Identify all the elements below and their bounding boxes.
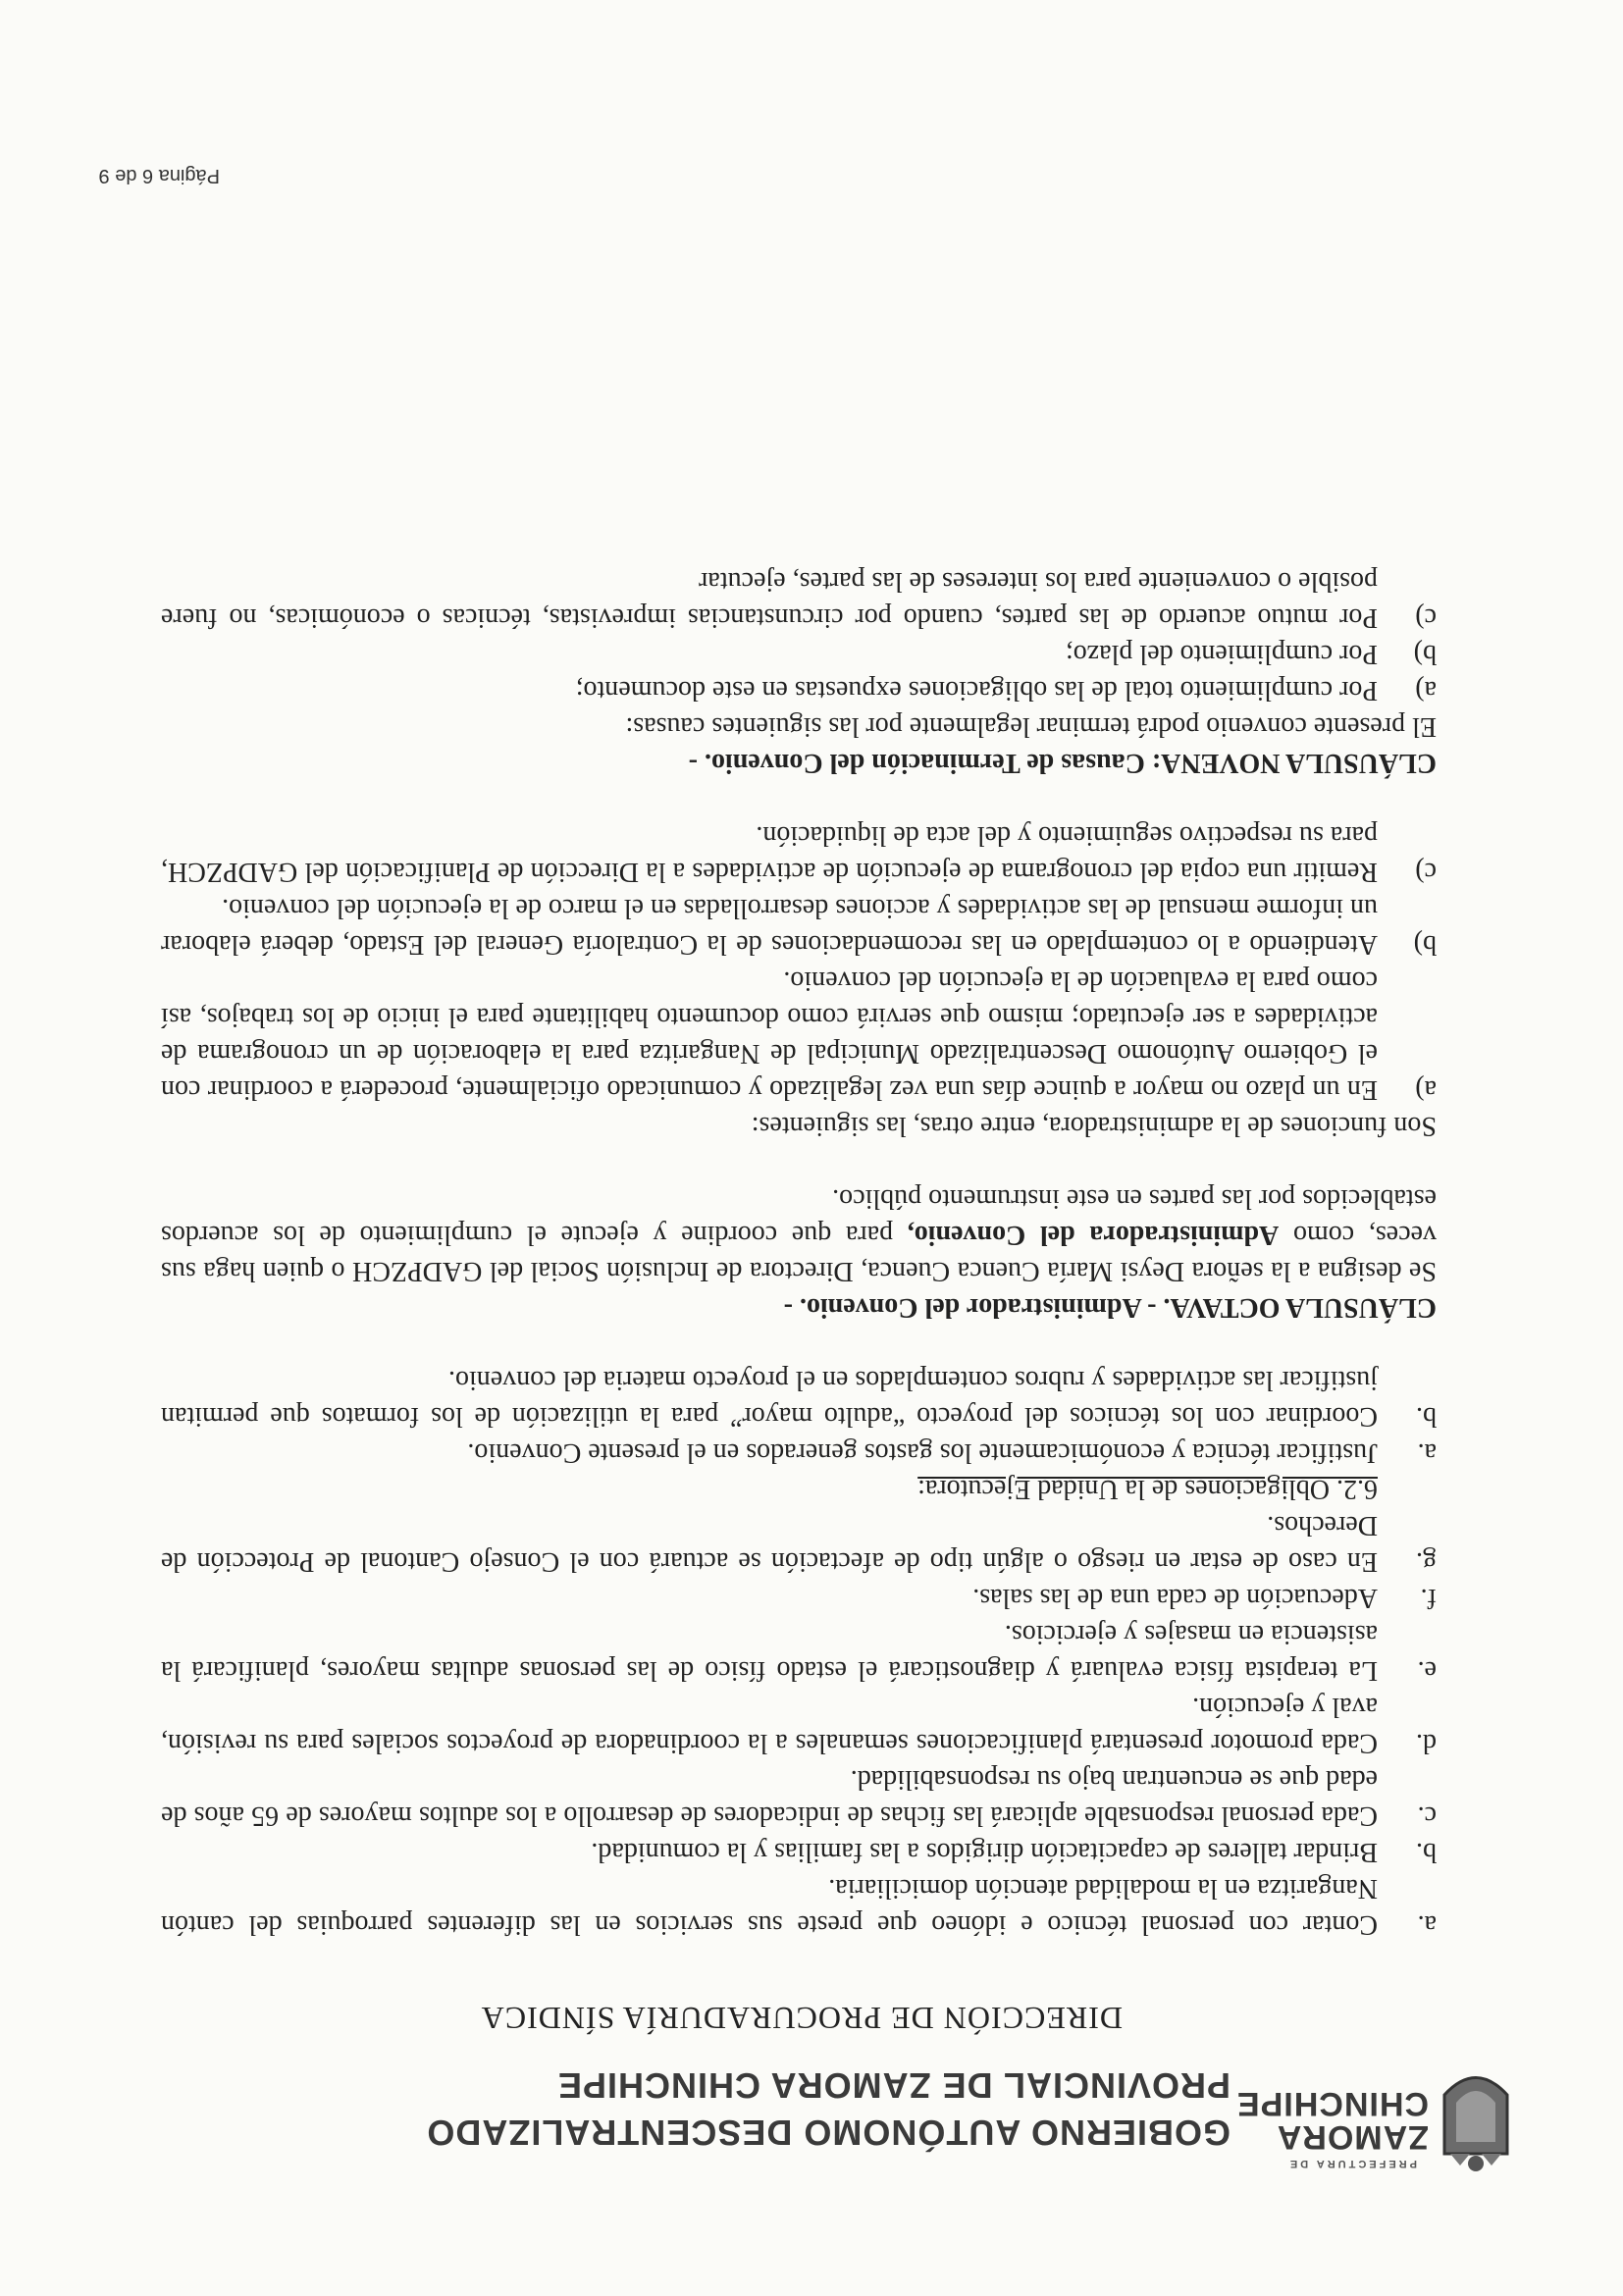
logo-prefix: PREFECTURA DE [1286, 2158, 1417, 2169]
item-text: Por cumplimiento del plazo; [1065, 639, 1378, 669]
item-text: Brindar talleres de capacitación dirigidos a las familias y la comunidad. [591, 1837, 1378, 1867]
letterhead [92, 1977, 1515, 2173]
clause-8-paragraph [161, 1180, 1437, 1289]
item-text: Por mutuo acuerdo de las partes, cuando por circunstancias imprevistas, técnicas o económicas, no fuere posible o conveniente para los intereses de las partes, ejecutar [161, 566, 1378, 633]
item-label: b) [1413, 639, 1437, 669]
item-text: En un plazo no mayor a quince días una vez legalizado y comunicado oficialmente, procederá a coordinar con el Gobierno Autónomo Descentralizado Municipal de Nangaritza para la elaboración de un cronograma de actividades a ser ejecutado; mismo que servirá como documento habilitante para el inicio de los trabajos, así como para la evaluación de la ejecución del convenio. [161, 965, 1378, 1105]
item-label: e. [1417, 1655, 1437, 1686]
list-item [161, 1834, 1437, 1870]
list-item [161, 672, 1437, 708]
list-item [161, 636, 1437, 672]
institution-subtitle: PROVINCIAL DE ZAMORA CHINCHIPE [556, 2065, 1230, 2106]
item-text: Justificar técnica y económicamente los gastos generados en el presente Convenio. [467, 1437, 1378, 1468]
logo-name-line-2: CHINCHIPE [1235, 2085, 1429, 2122]
clause-8-text-c: para que coordine y ejecute el cumplimiento de los acuerdos establecidos por las partes en este instrumento público. [161, 1183, 1437, 1250]
item-label: f. [1420, 1583, 1437, 1613]
item-text: Atendiendo a lo contemplado en las recomendaciones de la Contraloría General del Estado, deberá elaborar un informe mensual de las actividades y acciones desarrolladas en el marco de la ejecución del convenio. [161, 893, 1378, 960]
clause-8-title: CLÁUSULA OCTAVA. - Administrador del Convenio. - [783, 1292, 1437, 1323]
item-label: b. [1416, 1401, 1437, 1432]
list-item [161, 1507, 1437, 1580]
list-item [161, 1362, 1437, 1435]
item-text: Coordinar con los técnicos del proyecto “adulto mayor” para la utilización de los formatos que permitan justificar las actividades y rubros contemplados en el proyecto materia del convenio. [161, 1365, 1378, 1432]
section-6-2-heading: 6.2. Obligaciones de la Unidad Ejecutora: [917, 1474, 1378, 1504]
list-item [161, 1616, 1437, 1689]
item-label: b) [1413, 929, 1437, 960]
item-label: c) [1415, 602, 1437, 633]
item-label: b. [1416, 1837, 1437, 1867]
item-text: Contar con personal técnico e idóneo que preste sus servicios en las diferentes parroquias del cantón Nangaritza en la modalidad atención domiciliaria. [161, 1873, 1378, 1940]
logo-name-line-1: ZAMORA [1276, 2118, 1429, 2156]
list-item [161, 1580, 1437, 1616]
clause-9-title: CLÁUSULA NOVENA: Causas de Terminación del Convenio. - [688, 748, 1437, 778]
item-text: Por cumplimiento total de las obligaciones expuestas en este documento; [575, 675, 1378, 705]
coat-of-arms-icon [1437, 2056, 1515, 2173]
list-item [161, 1435, 1437, 1471]
item-text: Cada promotor presentará planificaciones semanales a la coordinadora de proyectos sociales para su revisión, aval y ejecución. [161, 1692, 1378, 1758]
document-body [161, 563, 1437, 1943]
list-item [161, 1761, 1437, 1834]
clause-9-intro: El presente convenio podrá terminar legalmente por las siguientes causas: [625, 711, 1437, 742]
item-text: La terapista física evaluará y diagnosticará el estado físico de las personas adultas mayores, planificará la asistencia en masajes y ejercicios. [161, 1619, 1378, 1686]
list-item [161, 563, 1437, 636]
clause-8-text-b: Administradora del Convenio, [907, 1220, 1280, 1250]
item-label: g. [1416, 1546, 1437, 1577]
list-item [161, 1689, 1437, 1761]
item-text: Remitir una copia del cronograma de ejecución de actividades a la Dirección de Planificación del GADPZCH, para su respectivo seguimiento y del acta de liquidación. [161, 820, 1378, 887]
clause-8-functions-intro: Son funciones de la administradora, entre otras, las siguientes: [751, 1111, 1437, 1141]
list-item [161, 817, 1437, 890]
item-label: c. [1417, 1800, 1437, 1831]
clause-8-text-a: Se designa a la señora Deysi María Cuenca Cuenca, Directora de Inclusión Social del GADPZCH o quien haga sus veces, como [161, 1220, 1437, 1286]
item-label: a) [1415, 675, 1437, 705]
logo-name [1236, 2087, 1429, 2154]
page-number: Página 6 de 9 [98, 165, 220, 186]
item-label: a) [1415, 1074, 1437, 1105]
item-label: a. [1417, 1437, 1437, 1468]
list-item [161, 1870, 1437, 1943]
institution-title: GOBIERNO AUTÓNOMO DESCENTRALIZADO [426, 2113, 1230, 2153]
item-label: c) [1415, 857, 1437, 887]
item-label: a. [1417, 1909, 1437, 1940]
item-text: Cada personal responsable aplicará las fichas de indicadores de desarrollo a los adultos mayores de 65 años de edad que se encuentran bajo su responsabilidad. [161, 1764, 1378, 1831]
department-title: DIRECCIÓN DE PROCURADURÍA SÍNDICA [480, 2001, 1123, 2036]
list-item [161, 963, 1437, 1108]
item-text: En caso de estar en riesgo o algún tipo de afectación se actuará con el Consejo Cantonal de Protección de Derechos. [161, 1510, 1378, 1577]
item-text: Adecuación de cada una de las salas. [972, 1583, 1378, 1613]
prefectura-logo [1235, 2046, 1515, 2173]
list-item [161, 890, 1437, 963]
item-label: d. [1416, 1728, 1437, 1758]
